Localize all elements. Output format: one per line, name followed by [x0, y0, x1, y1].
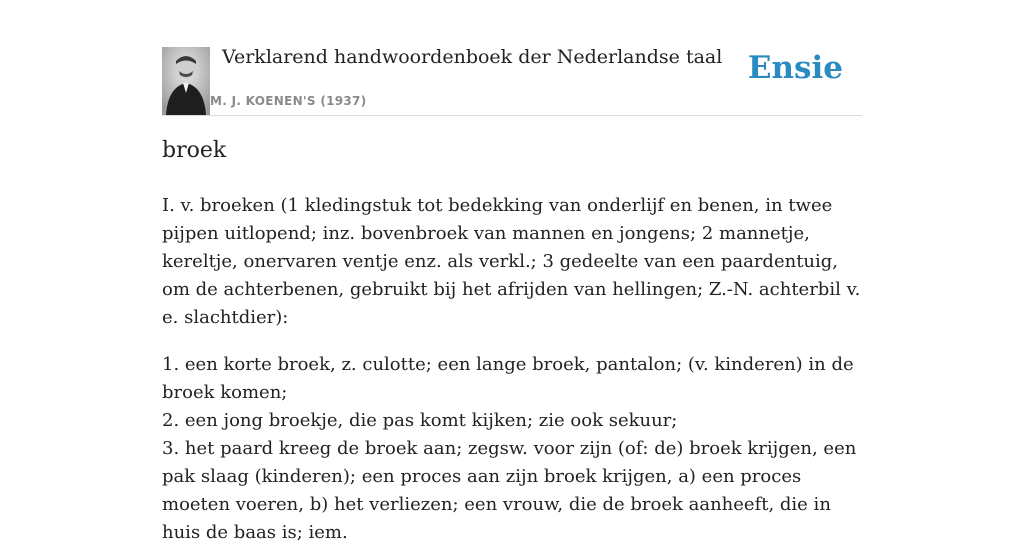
ensie-logo-link[interactable]: Ensie: [747, 50, 843, 86]
entry-examples: [162, 351, 862, 547]
author-portrait-icon: [162, 47, 210, 115]
dictionary-subtitle: M. J. KOENEN'S (1937): [210, 94, 367, 108]
example-line: 1. een korte broek, z. culotte; een lange broek, pantalon; (v. kinderen) in de broek komen;: [162, 354, 854, 403]
example-line: 2. een jong broekje, die pas komt kijken; zie ook sekuur;: [162, 410, 678, 431]
example-line: 3. het paard kreeg de broek aan; zegsw. voor zijn (of: de) broek krijgen, een pak slaag (kinderen); een proces aan zijn broek krijgen, a) een proces moeten voeren, b) het verliezen; een vrouw, die de broek aanheeft, die in huis de baas is; iem.: [162, 438, 857, 543]
entry-headword: broek: [162, 138, 227, 163]
portrait-graphic: [162, 47, 210, 115]
entry-definition: I. v. broeken (1 kledingstuk tot bedekking van onderlijf en benen, in twee pijpen uitlopend; inz. bovenbroek van mannen en jongens; 2 mannetje, kereltje, onervaren ventje enz. als verkl.; 3 gedeelte van een paardentuig, om de achterbenen, gebruikt bij het afrijden van hellingen; Z.-N. achterbil v. e. slachtdier):: [162, 195, 861, 328]
site-title: Verklarend handwoordenboek der Nederlandse taal: [222, 46, 723, 68]
site-header: [162, 44, 862, 116]
